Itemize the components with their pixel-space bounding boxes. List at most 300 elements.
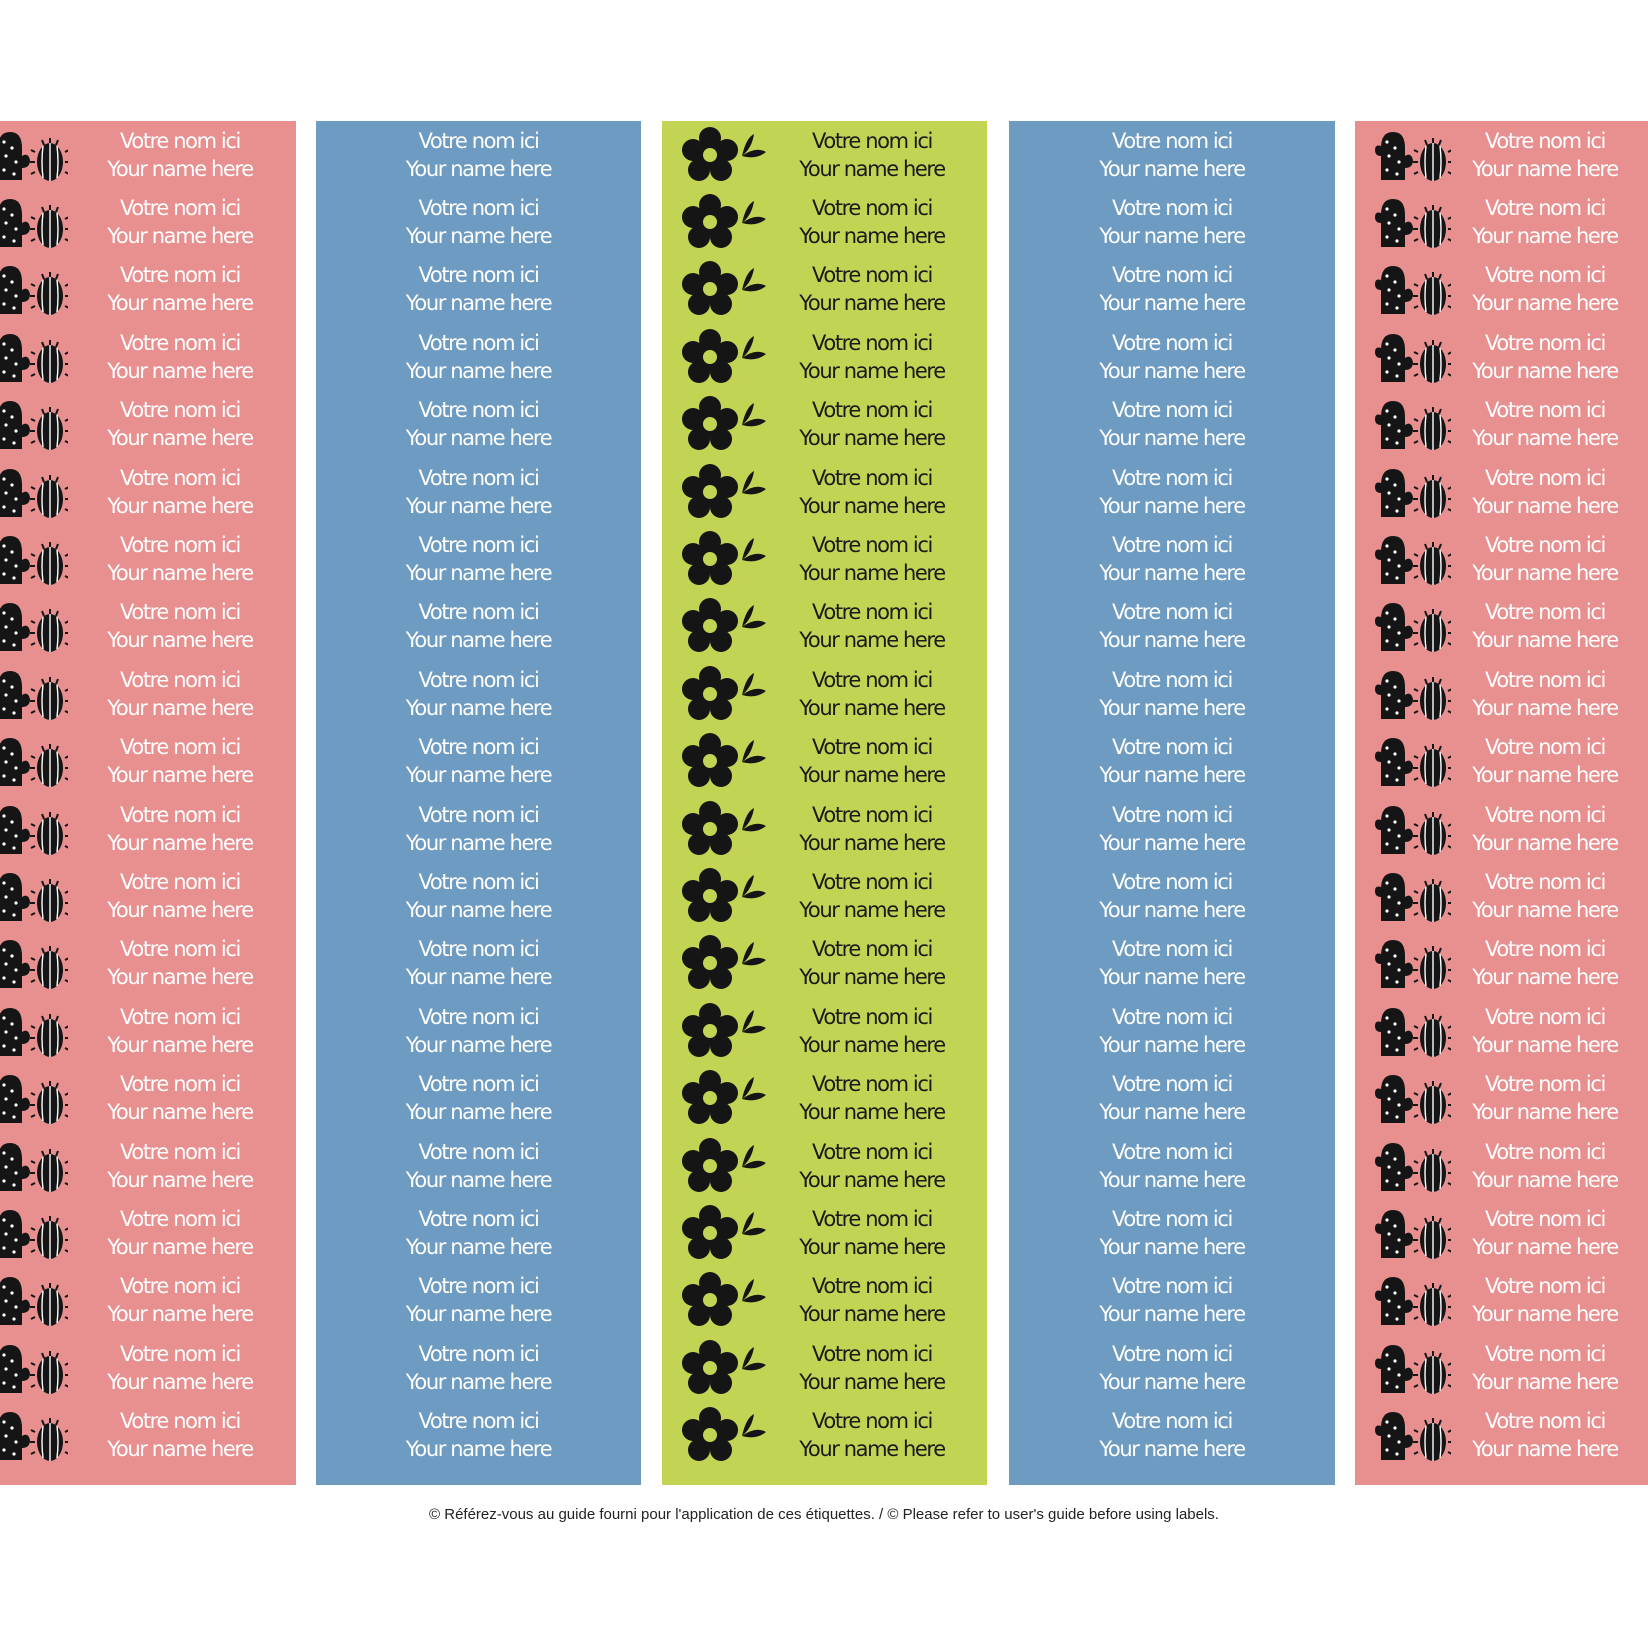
label-line-english: Your name here: [107, 358, 253, 383]
label-text: [316, 801, 641, 857]
cactus-icon: [1373, 328, 1451, 386]
cactus-icon: [1373, 934, 1451, 992]
label-line-french: Votre nom ici: [120, 1139, 240, 1164]
label-line-english: Your name here: [107, 897, 253, 922]
label-column-blue-1: [316, 121, 641, 1485]
name-label: [1355, 728, 1648, 795]
label-text: [90, 1272, 270, 1328]
flower-icon-group: [680, 1339, 766, 1397]
name-label: [662, 1334, 987, 1401]
name-label: [0, 862, 296, 929]
label-line-english: Your name here: [1472, 291, 1618, 316]
label-line-english: Your name here: [405, 897, 552, 922]
label-text: [1009, 194, 1335, 250]
label-line-english: Your name here: [1099, 1032, 1245, 1057]
flower-icon-group: [680, 260, 766, 318]
label-line-english: Your name here: [107, 1234, 253, 1259]
flower-icon-group: [680, 328, 766, 386]
name-label: [1009, 1199, 1335, 1266]
flower-icon-group: [680, 597, 766, 655]
cactus-icon-group: [0, 1069, 68, 1127]
cactus-icon-group: [1373, 328, 1451, 386]
label-line-english: Your name here: [1472, 1302, 1618, 1327]
label-line-english: Your name here: [799, 763, 945, 788]
label-line-french: Votre nom ici: [812, 1274, 932, 1299]
label-text: [772, 666, 972, 722]
name-label: [316, 728, 641, 795]
label-line-french: Votre nom ici: [1112, 196, 1232, 221]
label-text: [90, 1205, 270, 1261]
name-label: [1355, 997, 1648, 1064]
label-line-english: Your name here: [1472, 561, 1618, 586]
name-label: [1355, 930, 1648, 997]
label-line-english: Your name here: [799, 561, 945, 586]
label-text: [1455, 1272, 1635, 1328]
cactus-icon-group: [1373, 1137, 1451, 1195]
label-text: [1009, 1272, 1335, 1328]
name-label: [1009, 458, 1335, 525]
name-label: [316, 997, 641, 1064]
cactus-icon-group: [0, 530, 68, 588]
label-line-english: Your name here: [107, 1100, 253, 1125]
label-line-english: Your name here: [799, 291, 945, 316]
label-line-french: Votre nom ici: [120, 1409, 240, 1434]
name-label: [316, 458, 641, 525]
label-text: [316, 1272, 641, 1328]
label-line-french: Votre nom ici: [812, 1206, 932, 1231]
name-label: [0, 1064, 296, 1131]
cactus-icon-group: [1373, 260, 1451, 318]
name-label: [662, 593, 987, 660]
cactus-icon: [1373, 1339, 1451, 1397]
cactus-icon-group: [0, 1406, 68, 1464]
label-text: [1455, 1138, 1635, 1194]
label-line-french: Votre nom ici: [120, 465, 240, 490]
name-label: [1009, 660, 1335, 727]
label-line-french: Votre nom ici: [418, 1274, 539, 1299]
label-line-french: Votre nom ici: [812, 735, 932, 760]
name-label: [316, 1199, 641, 1266]
name-label: [1009, 593, 1335, 660]
flower-icon-group: [680, 1137, 766, 1195]
cactus-icon: [0, 867, 68, 925]
cactus-icon-group: [0, 597, 68, 655]
cactus-icon: [1373, 1002, 1451, 1060]
label-line-english: Your name here: [107, 426, 253, 451]
cactus-icon-group: [0, 934, 68, 992]
name-label: [1009, 1267, 1335, 1334]
label-line-english: Your name here: [405, 156, 552, 181]
cactus-icon-group: [1373, 1002, 1451, 1060]
label-line-english: Your name here: [799, 156, 945, 181]
cactus-icon-group: [1373, 193, 1451, 251]
label-line-english: Your name here: [1472, 1167, 1618, 1192]
name-label: [1009, 121, 1335, 188]
label-line-french: Votre nom ici: [1485, 533, 1605, 558]
label-text: [1009, 1407, 1335, 1463]
flower-icon: [680, 1406, 766, 1464]
cactus-icon: [1373, 1271, 1451, 1329]
cactus-icon: [0, 193, 68, 251]
name-label: [1355, 323, 1648, 390]
name-label: [1009, 391, 1335, 458]
name-label: [0, 256, 296, 323]
label-line-french: Votre nom ici: [812, 1004, 932, 1029]
label-column-flower: [662, 121, 987, 1485]
flower-icon: [680, 665, 766, 723]
label-text: [1009, 935, 1335, 991]
cactus-icon-group: [1373, 1339, 1451, 1397]
label-line-english: Your name here: [1099, 1437, 1245, 1462]
label-line-french: Votre nom ici: [1112, 128, 1232, 153]
label-text: [1009, 801, 1335, 857]
label-line-french: Votre nom ici: [120, 869, 240, 894]
label-text: [772, 396, 972, 452]
label-text: [1455, 598, 1635, 654]
label-line-french: Votre nom ici: [812, 533, 932, 558]
label-text: [90, 464, 270, 520]
label-column-cactus-right: [1355, 121, 1648, 1485]
cactus-icon-group: [0, 463, 68, 521]
label-line-english: Your name here: [107, 965, 253, 990]
label-text: [90, 598, 270, 654]
name-label: [1009, 1334, 1335, 1401]
label-line-french: Votre nom ici: [120, 1274, 240, 1299]
label-line-english: Your name here: [1099, 561, 1245, 586]
label-text: [316, 1003, 641, 1059]
flower-icon-group: [680, 1406, 766, 1464]
cactus-icon: [1373, 1069, 1451, 1127]
label-line-french: Votre nom ici: [120, 330, 240, 355]
name-label: [662, 862, 987, 929]
label-line-french: Votre nom ici: [120, 937, 240, 962]
label-text: [1455, 1070, 1635, 1126]
name-label: [662, 660, 987, 727]
label-text: [1455, 261, 1635, 317]
flower-icon: [680, 1137, 766, 1195]
cactus-icon: [0, 800, 68, 858]
name-label: [316, 930, 641, 997]
label-text: [1455, 868, 1635, 924]
label-text: [772, 1407, 972, 1463]
label-text: [90, 666, 270, 722]
label-line-english: Your name here: [405, 1167, 552, 1192]
cactus-icon-group: [0, 867, 68, 925]
label-line-french: Votre nom ici: [1485, 869, 1605, 894]
name-label: [1355, 121, 1648, 188]
label-line-french: Votre nom ici: [812, 1341, 932, 1366]
label-text: [772, 194, 972, 250]
label-text: [1455, 1003, 1635, 1059]
label-text: [1009, 1138, 1335, 1194]
label-line-english: Your name here: [405, 426, 552, 451]
name-label: [1355, 1064, 1648, 1131]
name-label: [316, 256, 641, 323]
label-line-english: Your name here: [1099, 695, 1245, 720]
label-line-english: Your name here: [799, 1100, 945, 1125]
label-line-french: Votre nom ici: [1112, 667, 1232, 692]
cactus-icon: [1373, 260, 1451, 318]
name-label: [316, 1064, 641, 1131]
label-text: [90, 733, 270, 789]
label-line-french: Votre nom ici: [418, 196, 539, 221]
flower-icon: [680, 1339, 766, 1397]
cactus-icon-group: [0, 395, 68, 453]
name-label: [1355, 1132, 1648, 1199]
cactus-icon-group: [1373, 463, 1451, 521]
label-line-english: Your name here: [405, 1369, 552, 1394]
label-text: [316, 1070, 641, 1126]
flower-icon-group: [680, 867, 766, 925]
name-label: [316, 1267, 641, 1334]
label-line-french: Votre nom ici: [1112, 1206, 1232, 1231]
label-text: [1009, 329, 1335, 385]
name-label: [1355, 391, 1648, 458]
label-line-english: Your name here: [405, 224, 552, 249]
label-text: [1009, 733, 1335, 789]
label-text: [316, 464, 641, 520]
label-line-english: Your name here: [405, 1100, 552, 1125]
label-line-french: Votre nom ici: [120, 735, 240, 760]
label-line-english: Your name here: [799, 1032, 945, 1057]
cactus-icon: [0, 1137, 68, 1195]
label-text: [772, 935, 972, 991]
label-text: [90, 127, 270, 183]
label-line-french: Votre nom ici: [1112, 937, 1232, 962]
label-line-english: Your name here: [1472, 830, 1618, 855]
label-line-english: Your name here: [1099, 1369, 1245, 1394]
label-line-english: Your name here: [1472, 763, 1618, 788]
flower-icon-group: [680, 732, 766, 790]
label-line-french: Votre nom ici: [120, 802, 240, 827]
label-line-french: Votre nom ici: [1112, 263, 1232, 288]
label-line-english: Your name here: [799, 358, 945, 383]
label-text: [1455, 464, 1635, 520]
name-label: [1009, 525, 1335, 592]
label-line-english: Your name here: [405, 1437, 552, 1462]
label-text: [316, 1205, 641, 1261]
label-line-french: Votre nom ici: [1485, 600, 1605, 625]
label-line-english: Your name here: [405, 628, 552, 653]
cactus-icon: [0, 665, 68, 723]
cactus-icon: [0, 463, 68, 521]
name-label: [662, 997, 987, 1064]
label-line-french: Votre nom ici: [120, 1206, 240, 1231]
name-label: [316, 1132, 641, 1199]
label-line-french: Votre nom ici: [812, 937, 932, 962]
name-label: [1355, 525, 1648, 592]
label-text: [1009, 396, 1335, 452]
label-line-french: Votre nom ici: [1112, 600, 1232, 625]
cactus-icon-group: [0, 1204, 68, 1262]
label-text: [90, 261, 270, 317]
label-line-english: Your name here: [107, 291, 253, 316]
name-label: [0, 1401, 296, 1468]
label-line-english: Your name here: [1099, 291, 1245, 316]
label-text: [316, 127, 641, 183]
label-line-french: Votre nom ici: [418, 667, 539, 692]
label-line-french: Votre nom ici: [120, 128, 240, 153]
label-line-english: Your name here: [107, 1167, 253, 1192]
label-line-french: Votre nom ici: [1112, 1072, 1232, 1097]
label-text: [90, 1070, 270, 1126]
label-line-english: Your name here: [405, 291, 552, 316]
label-column-blue-2: [1009, 121, 1335, 1485]
label-line-french: Votre nom ici: [1112, 1341, 1232, 1366]
label-line-french: Votre nom ici: [418, 1004, 539, 1029]
cactus-icon: [1373, 463, 1451, 521]
label-text: [90, 1407, 270, 1463]
cactus-icon-group: [0, 1271, 68, 1329]
flower-icon: [680, 867, 766, 925]
cactus-icon: [0, 597, 68, 655]
label-text: [90, 396, 270, 452]
label-line-french: Votre nom ici: [120, 667, 240, 692]
cactus-icon: [1373, 530, 1451, 588]
name-label: [0, 1267, 296, 1334]
name-label: [0, 660, 296, 727]
label-line-english: Your name here: [799, 224, 945, 249]
cactus-icon-group: [1373, 1271, 1451, 1329]
cactus-icon: [1373, 1204, 1451, 1262]
cactus-icon-group: [0, 260, 68, 318]
label-text: [1455, 194, 1635, 250]
label-line-french: Votre nom ici: [812, 128, 932, 153]
flower-icon-group: [680, 530, 766, 588]
label-line-english: Your name here: [799, 1302, 945, 1327]
name-label: [1009, 188, 1335, 255]
label-line-english: Your name here: [107, 628, 253, 653]
name-label: [316, 593, 641, 660]
label-line-french: Votre nom ici: [1485, 330, 1605, 355]
name-label: [1009, 256, 1335, 323]
label-line-english: Your name here: [107, 1302, 253, 1327]
label-text: [772, 868, 972, 924]
label-line-french: Votre nom ici: [1485, 735, 1605, 760]
cactus-icon-group: [1373, 665, 1451, 723]
flower-icon-group: [680, 1069, 766, 1127]
name-label: [0, 525, 296, 592]
label-line-english: Your name here: [799, 426, 945, 451]
cactus-icon-group: [1373, 800, 1451, 858]
name-label: [662, 391, 987, 458]
label-line-french: Votre nom ici: [418, 1341, 539, 1366]
cactus-icon: [0, 1406, 68, 1464]
cactus-icon: [0, 1339, 68, 1397]
label-text: [1009, 666, 1335, 722]
cactus-icon: [0, 1271, 68, 1329]
cactus-icon: [0, 1204, 68, 1262]
label-text: [1009, 1070, 1335, 1126]
name-label: [1355, 1199, 1648, 1266]
label-line-english: Your name here: [1472, 156, 1618, 181]
flower-icon-group: [680, 395, 766, 453]
label-text: [1455, 396, 1635, 452]
label-text: [316, 598, 641, 654]
label-line-english: Your name here: [405, 830, 552, 855]
label-line-english: Your name here: [1099, 224, 1245, 249]
label-line-english: Your name here: [799, 1234, 945, 1259]
name-label: [0, 121, 296, 188]
label-text: [1009, 868, 1335, 924]
label-line-french: Votre nom ici: [418, 1139, 539, 1164]
cactus-icon: [1373, 732, 1451, 790]
label-line-english: Your name here: [1472, 965, 1618, 990]
name-label: [1355, 862, 1648, 929]
label-text: [316, 935, 641, 991]
cactus-icon-group: [0, 1137, 68, 1195]
label-line-french: Votre nom ici: [120, 398, 240, 423]
cactus-icon-group: [0, 800, 68, 858]
label-line-english: Your name here: [405, 695, 552, 720]
name-label: [316, 1334, 641, 1401]
label-line-french: Votre nom ici: [1485, 1004, 1605, 1029]
label-text: [316, 1407, 641, 1463]
label-line-french: Votre nom ici: [1112, 465, 1232, 490]
label-line-french: Votre nom ici: [1112, 735, 1232, 760]
label-text: [1455, 1340, 1635, 1396]
label-text: [316, 868, 641, 924]
label-line-english: Your name here: [107, 224, 253, 249]
label-line-french: Votre nom ici: [418, 398, 539, 423]
name-label: [0, 458, 296, 525]
label-line-french: Votre nom ici: [1485, 1341, 1605, 1366]
cactus-icon: [1373, 1406, 1451, 1464]
name-label: [0, 1199, 296, 1266]
name-label: [662, 188, 987, 255]
label-line-french: Votre nom ici: [418, 1409, 539, 1434]
cactus-icon-group: [1373, 867, 1451, 925]
label-line-english: Your name here: [1099, 1167, 1245, 1192]
label-text: [772, 801, 972, 857]
label-text: [1009, 127, 1335, 183]
label-text: [90, 1138, 270, 1194]
name-label: [0, 795, 296, 862]
label-line-english: Your name here: [1099, 965, 1245, 990]
label-line-french: Votre nom ici: [1112, 1409, 1232, 1434]
cactus-icon-group: [0, 193, 68, 251]
label-line-french: Votre nom ici: [1485, 1072, 1605, 1097]
label-text: [90, 801, 270, 857]
label-line-english: Your name here: [1099, 1234, 1245, 1259]
label-line-english: Your name here: [405, 358, 552, 383]
label-line-english: Your name here: [799, 965, 945, 990]
label-line-french: Votre nom ici: [1112, 1004, 1232, 1029]
label-line-french: Votre nom ici: [418, 600, 539, 625]
name-label: [0, 728, 296, 795]
name-label: [662, 256, 987, 323]
label-text: [772, 1003, 972, 1059]
name-label: [316, 795, 641, 862]
label-line-english: Your name here: [405, 763, 552, 788]
cactus-icon: [1373, 126, 1451, 184]
name-label: [662, 458, 987, 525]
cactus-icon-group: [0, 328, 68, 386]
label-line-french: Votre nom ici: [1112, 1139, 1232, 1164]
label-text: [772, 733, 972, 789]
cactus-icon-group: [0, 1339, 68, 1397]
label-text: [316, 531, 641, 587]
label-line-english: Your name here: [1472, 493, 1618, 518]
label-line-french: Votre nom ici: [1485, 667, 1605, 692]
label-line-english: Your name here: [1472, 1032, 1618, 1057]
cactus-icon-group: [1373, 732, 1451, 790]
label-text: [316, 1138, 641, 1194]
label-line-french: Votre nom ici: [812, 330, 932, 355]
label-line-french: Votre nom ici: [812, 600, 932, 625]
label-line-french: Votre nom ici: [1112, 1274, 1232, 1299]
label-line-english: Your name here: [405, 965, 552, 990]
